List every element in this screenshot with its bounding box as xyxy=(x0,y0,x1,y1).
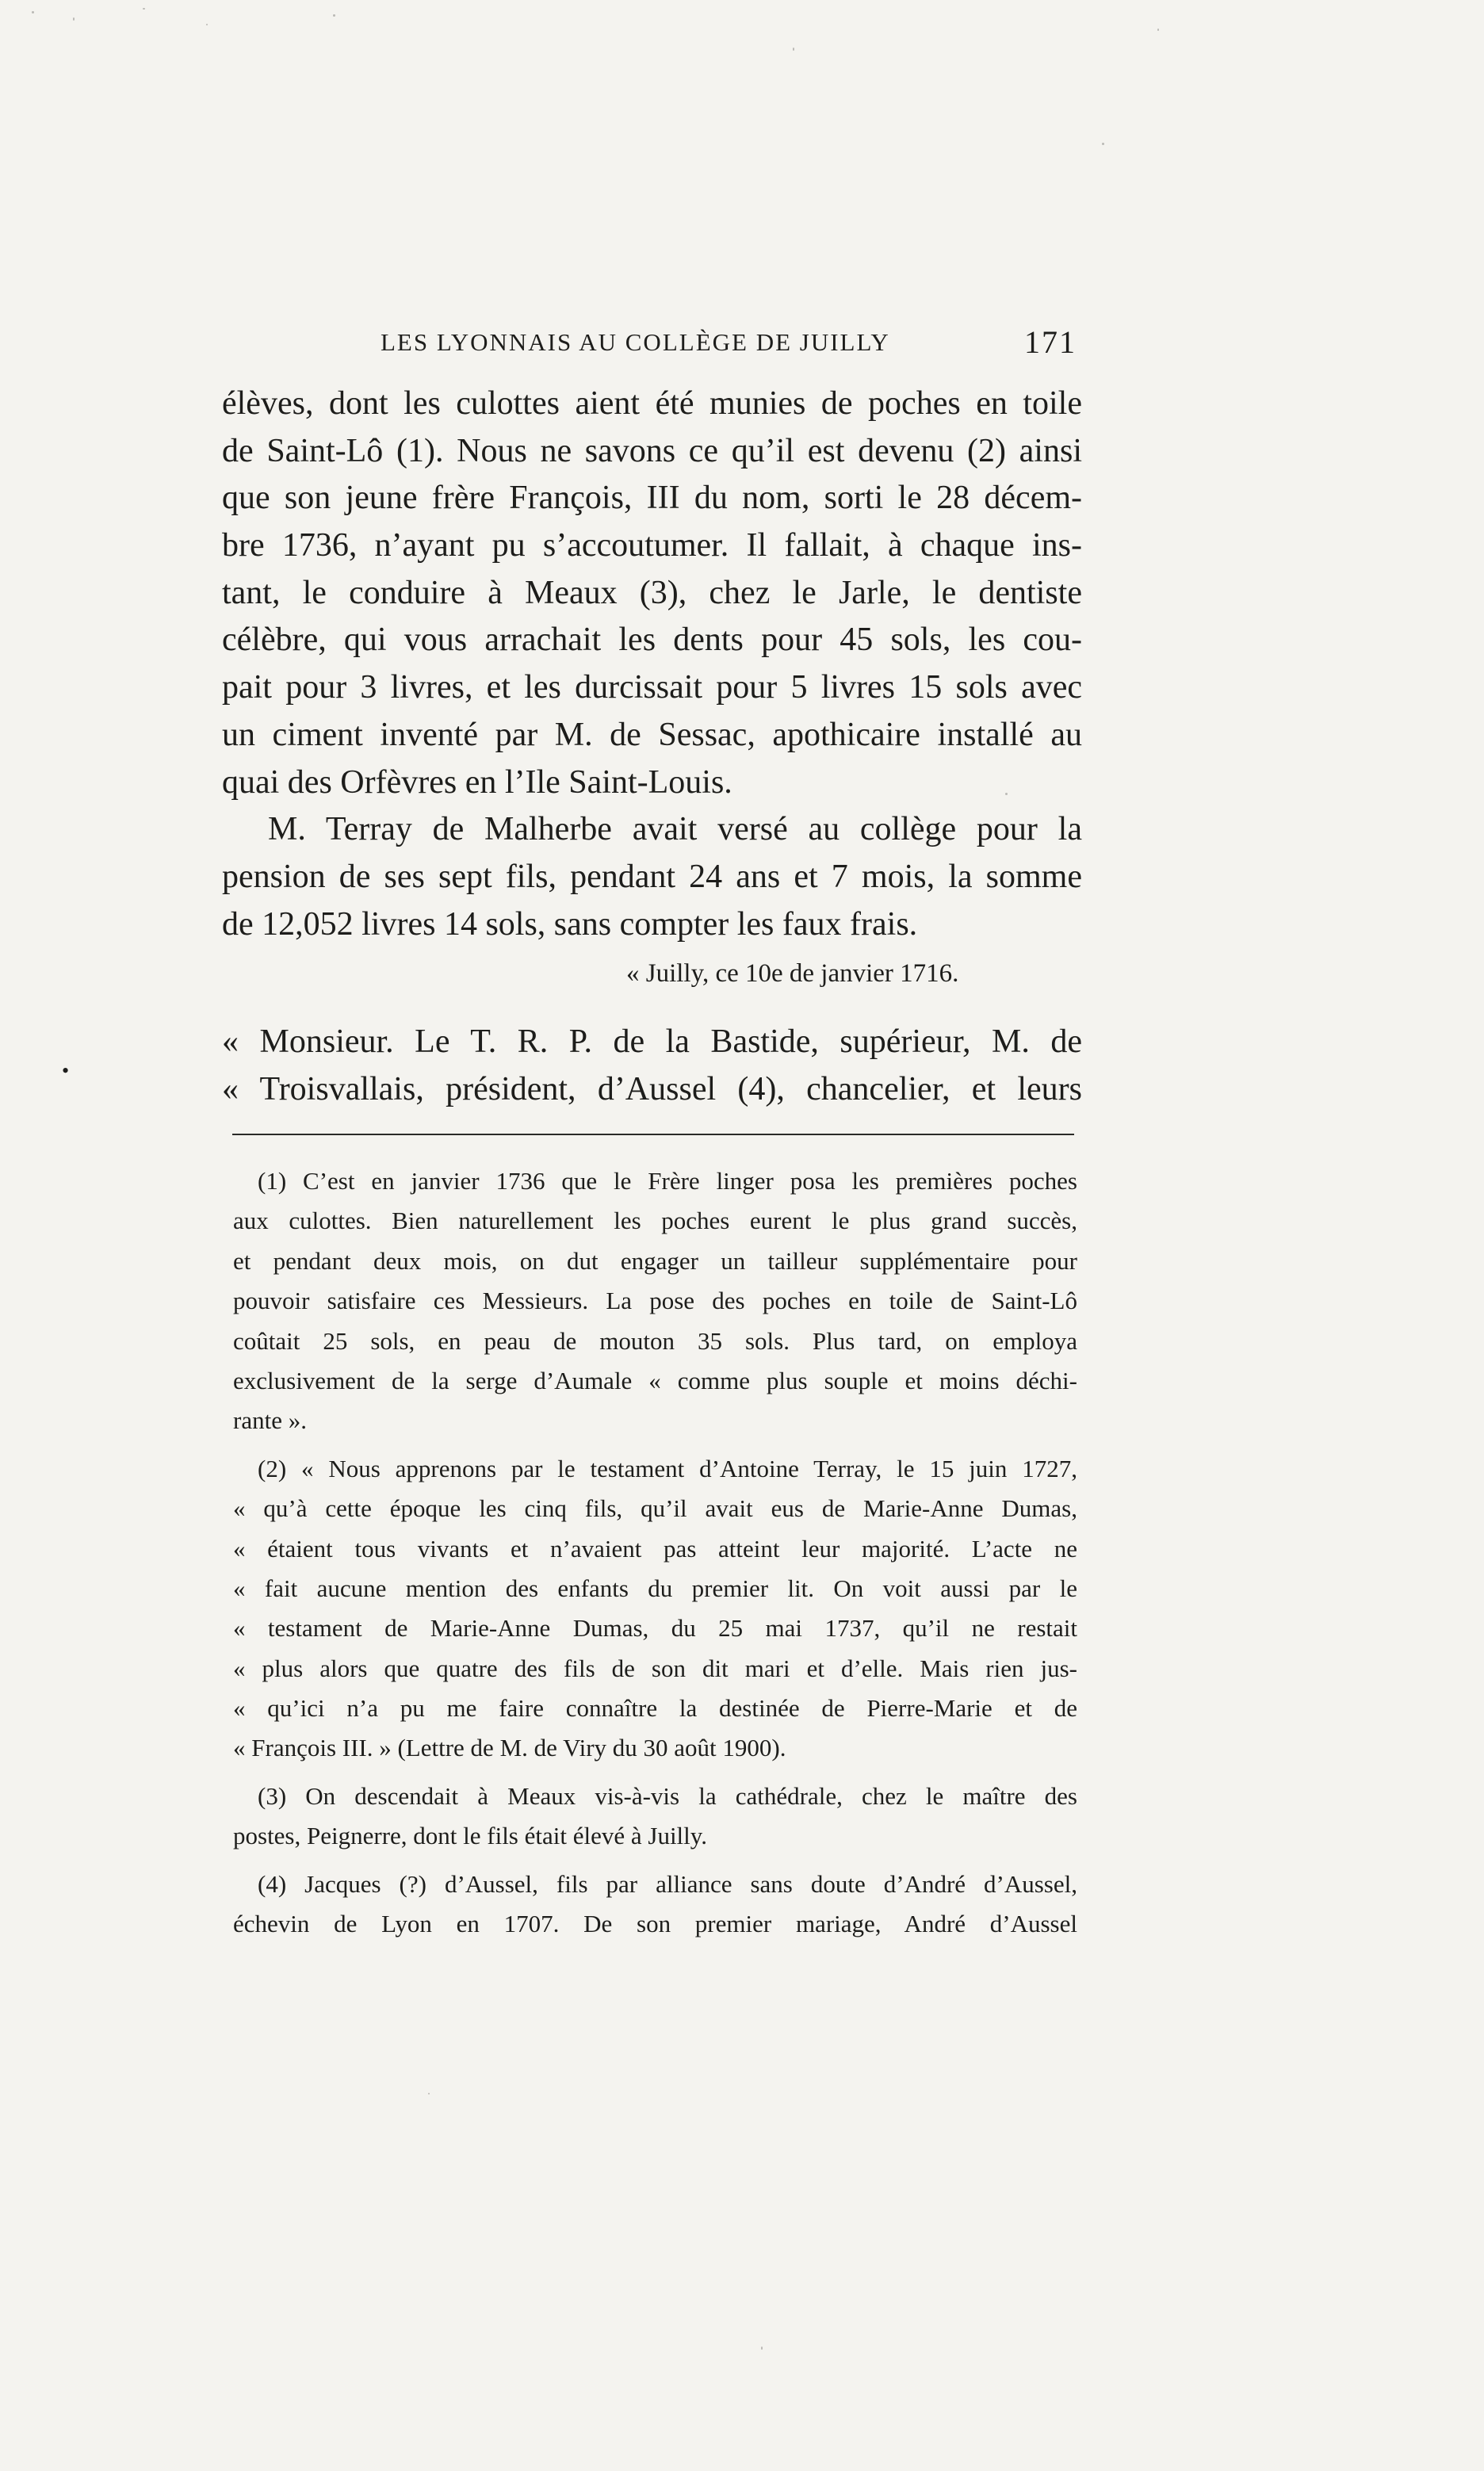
footnote-line: « qu’à cette époque les cinq fils, qu’il avait eus de Marie-Anne Dumas, xyxy=(233,1494,1077,1523)
footnotes xyxy=(233,1161,1077,1944)
letter-line: « Monsieur. Le T. R. P. de la Bastide, supérieur, M. de xyxy=(222,1023,1082,1060)
body-line: tant, le conduire à Meaux (3), chez le Jarle, le dentiste xyxy=(222,574,1082,611)
footnote-line: (3) On descendait à Meaux vis-à-vis la cathédrale, chez le maître des xyxy=(258,1781,1077,1810)
footnote-4 xyxy=(233,1865,1077,1945)
letter-line: « Troisvallais, président, d’Aussel (4), chancelier, et leurs xyxy=(222,1070,1082,1107)
footnote-line: et pendant deux mois, on dut engager un tailleur supplémentaire pour xyxy=(233,1246,1077,1275)
footnote-line: « testament de Marie-Anne Dumas, du 25 mai 1737, qu’il ne restait xyxy=(233,1614,1077,1643)
footnote-line: exclusivement de la serge d’Aumale « comme plus souple et moins déchi- xyxy=(233,1366,1077,1394)
body-line: que son jeune frère François, III du nom, sorti le 28 décem- xyxy=(222,480,1082,517)
footnote-line: pouvoir satisfaire ces Messieurs. La pose des poches en toile de Saint-Lô xyxy=(233,1287,1077,1315)
letter-dateline: « Juilly, ce 10e de janvier 1716. xyxy=(626,959,959,988)
footnote-line: (4) Jacques (?) d’Aussel, fils par alliance sans doute d’André d’Aussel, xyxy=(258,1869,1077,1898)
footnote-1 xyxy=(233,1161,1077,1441)
footnote-3 xyxy=(233,1777,1077,1857)
body-line: pait pour 3 livres, et les durcissait pour 5 livres 15 sols avec xyxy=(222,669,1082,706)
body-line: bre 1736, n’ayant pu s’accoutumer. Il fallait, à chaque ins- xyxy=(222,527,1082,564)
body-line: élèves, dont les culottes aient été munies de poches en toile xyxy=(222,385,1082,422)
footnote-line: « fait aucune mention des enfants du premier lit. On voit aussi par le xyxy=(233,1574,1077,1602)
body-line: de 12,052 livres 14 sols, sans compter les faux frais. xyxy=(222,905,918,943)
body-line: pension de ses sept fils, pendant 24 ans et 7 mois, la somme xyxy=(222,858,1082,895)
running-head: LES LYONNAIS AU COLLÈGE DE JUILLY xyxy=(381,328,890,356)
page-header xyxy=(214,323,1086,371)
footnote-line: (1) C’est en janvier 1736 que le Frère linger posa les premières poches xyxy=(258,1167,1077,1195)
footnote-separator xyxy=(232,1134,1074,1135)
body-line: M. Terray de Malherbe avait versé au collège pour la xyxy=(268,811,1082,848)
footnote-line: « plus alors que quatre des fils de son dit mari et d’elle. Mais rien jus- xyxy=(233,1654,1077,1682)
footnote-2 xyxy=(233,1449,1077,1769)
page-number: 171 xyxy=(1024,324,1077,360)
body-line: célèbre, qui vous arrachait les dents pour 45 sols, les cou- xyxy=(222,622,1082,659)
body-line: de Saint-Lô (1). Nous ne savons ce qu’il est devenu (2) ainsi xyxy=(222,432,1082,469)
footnote-line: échevin de Lyon en 1707. De son premier mariage, André d’Aussel xyxy=(233,1910,1077,1938)
footnote-line: coûtait 25 sols, en peau de mouton 35 sols. Plus tard, on employa xyxy=(233,1326,1077,1355)
body-text xyxy=(222,381,1082,948)
footnote-line: rante ». xyxy=(233,1406,307,1435)
footnote-line: aux culottes. Bien naturellement les poches eurent le plus grand succès, xyxy=(233,1207,1077,1235)
footnote-line: (2) « Nous apprenons par le testament d’Antoine Terray, le 15 juin 1727, xyxy=(258,1454,1077,1482)
quoted-letter xyxy=(222,1019,1082,1113)
footnote-line: « qu’ici n’a pu me faire connaître la destinée de Pierre-Marie et de xyxy=(233,1694,1077,1723)
footnote-line: postes, Peignerre, dont le fils était élevé à Juilly. xyxy=(233,1822,708,1850)
footnote-line: « François III. » (Lettre de M. de Viry du 30 août 1900). xyxy=(233,1734,786,1762)
body-line: quai des Orfèvres en l’Ile Saint-Louis. xyxy=(222,763,732,801)
footnote-line: « étaient tous vivants et n’avaient pas atteint leur majorité. L’acte ne xyxy=(233,1534,1077,1563)
margin-mark: • xyxy=(62,1059,70,1082)
body-line: un ciment inventé par M. de Sessac, apothicaire installé au xyxy=(222,716,1082,753)
